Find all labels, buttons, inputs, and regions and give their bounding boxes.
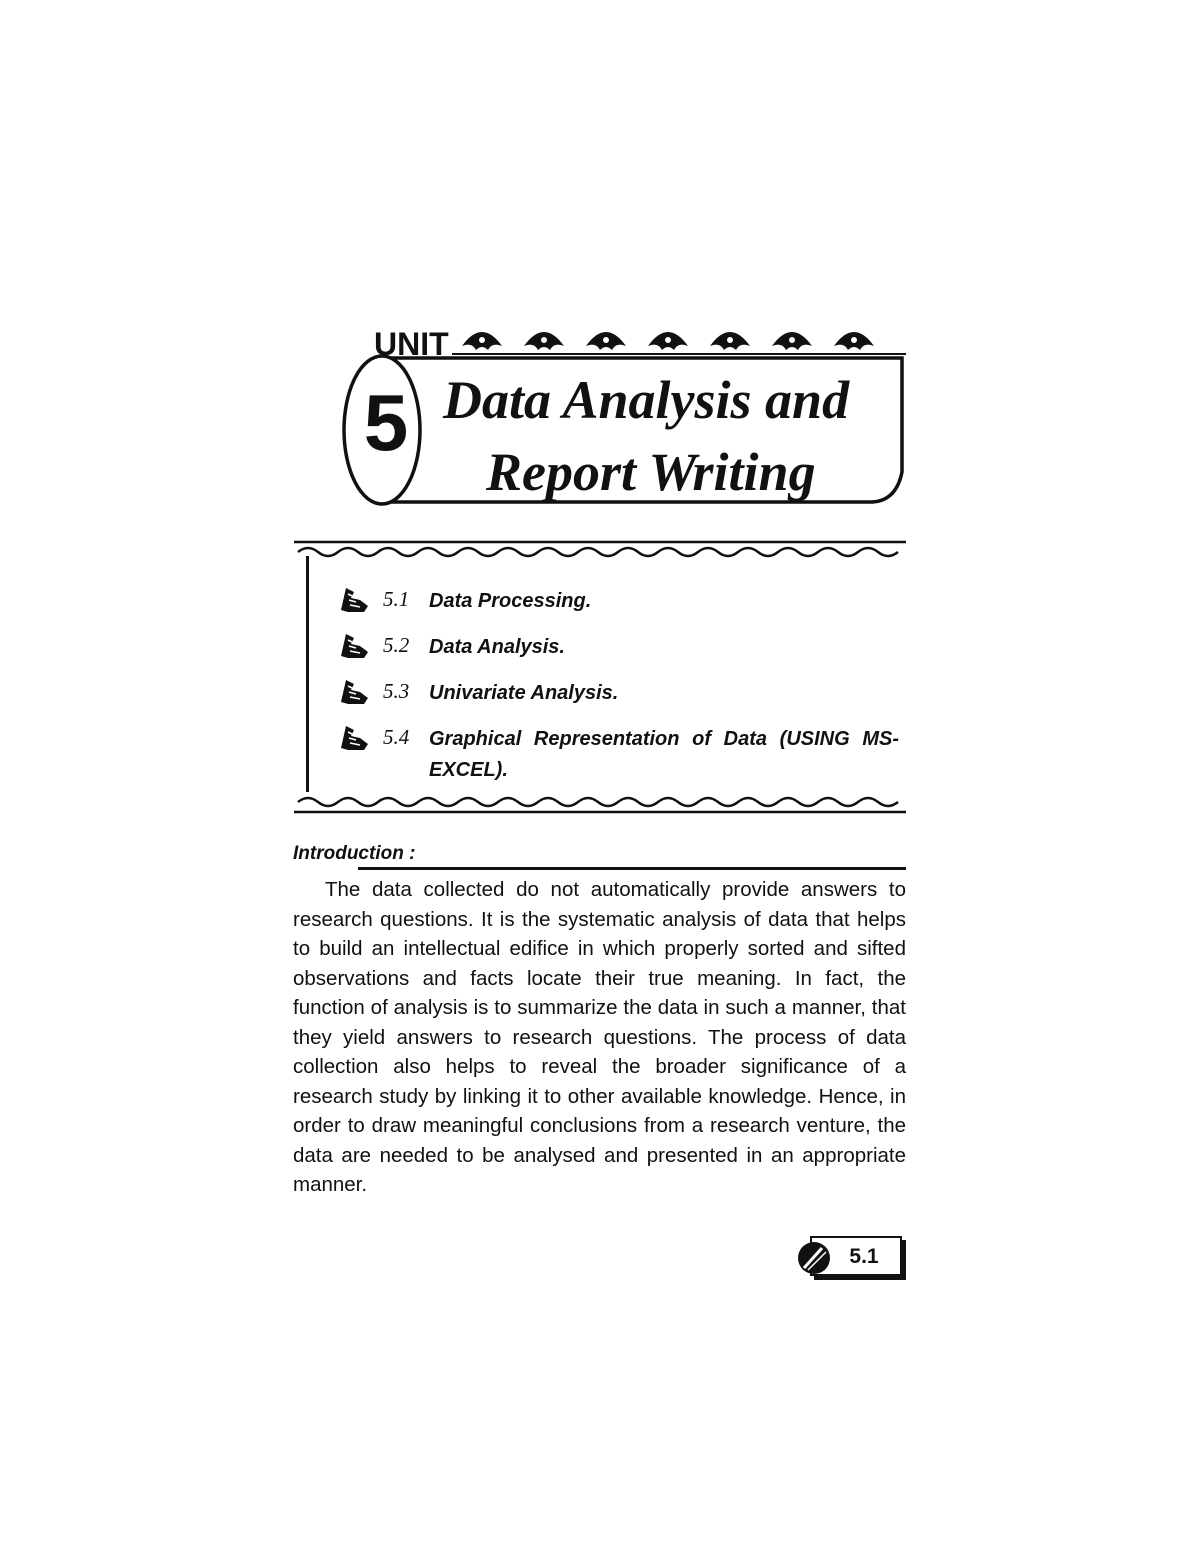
- toc-number: 5.3: [383, 679, 410, 703]
- toc-number: 5.4: [383, 725, 410, 749]
- unit-title-line-2: Report Writing: [486, 442, 816, 502]
- decorative-border-bottom: [292, 795, 908, 815]
- introduction-heading: Introduction :: [293, 843, 416, 864]
- writing-hand-icon: [338, 630, 372, 660]
- unit-label: UNIT: [374, 326, 449, 362]
- introduction-paragraph: The data collected do not automatically provide answers to research questions. It is the systematic analysis of data that helps to build an intellectual edifice in which properly sorted and sifted observations and facts locate their true meaning. In fact, the function of analysis is to summarize the data in such a manner, that they yield answers to research questions. The process of data collection also helps to reveal the broader significance of a research study by linking it to other available knowledge. Hence, in order to draw meaningful conclusions from a research venture, the data are needed to be analysed and presented in an appropriate manner.: [293, 878, 906, 1196]
- toc-item: [338, 628, 898, 668]
- pencil-icon: [796, 1240, 832, 1276]
- ornament-motif-group: [462, 332, 874, 350]
- toc-item: [338, 674, 898, 714]
- toc-item: [338, 582, 898, 622]
- toc-number: 5.2: [383, 633, 410, 657]
- toc-title: Data Processing.: [429, 590, 592, 612]
- decorative-border-top: [292, 540, 908, 560]
- toc-title: Graphical Representation of Data (USING MS-EXCEL).: [429, 728, 899, 781]
- toc-item: [338, 720, 898, 790]
- toc-title: Univariate Analysis.: [429, 682, 619, 704]
- unit-title-line-1: Data Analysis and: [443, 370, 850, 430]
- writing-hand-icon: [338, 584, 372, 614]
- introduction-rule: [358, 867, 906, 870]
- toc-number: 5.1: [383, 587, 410, 611]
- unit-number: 5: [363, 378, 409, 467]
- writing-hand-icon: [338, 676, 372, 706]
- contents-left-rule: [306, 556, 309, 792]
- page-number: 5.1: [849, 1245, 879, 1268]
- toc-title: Data Analysis.: [429, 636, 565, 658]
- writing-hand-icon: [338, 722, 372, 752]
